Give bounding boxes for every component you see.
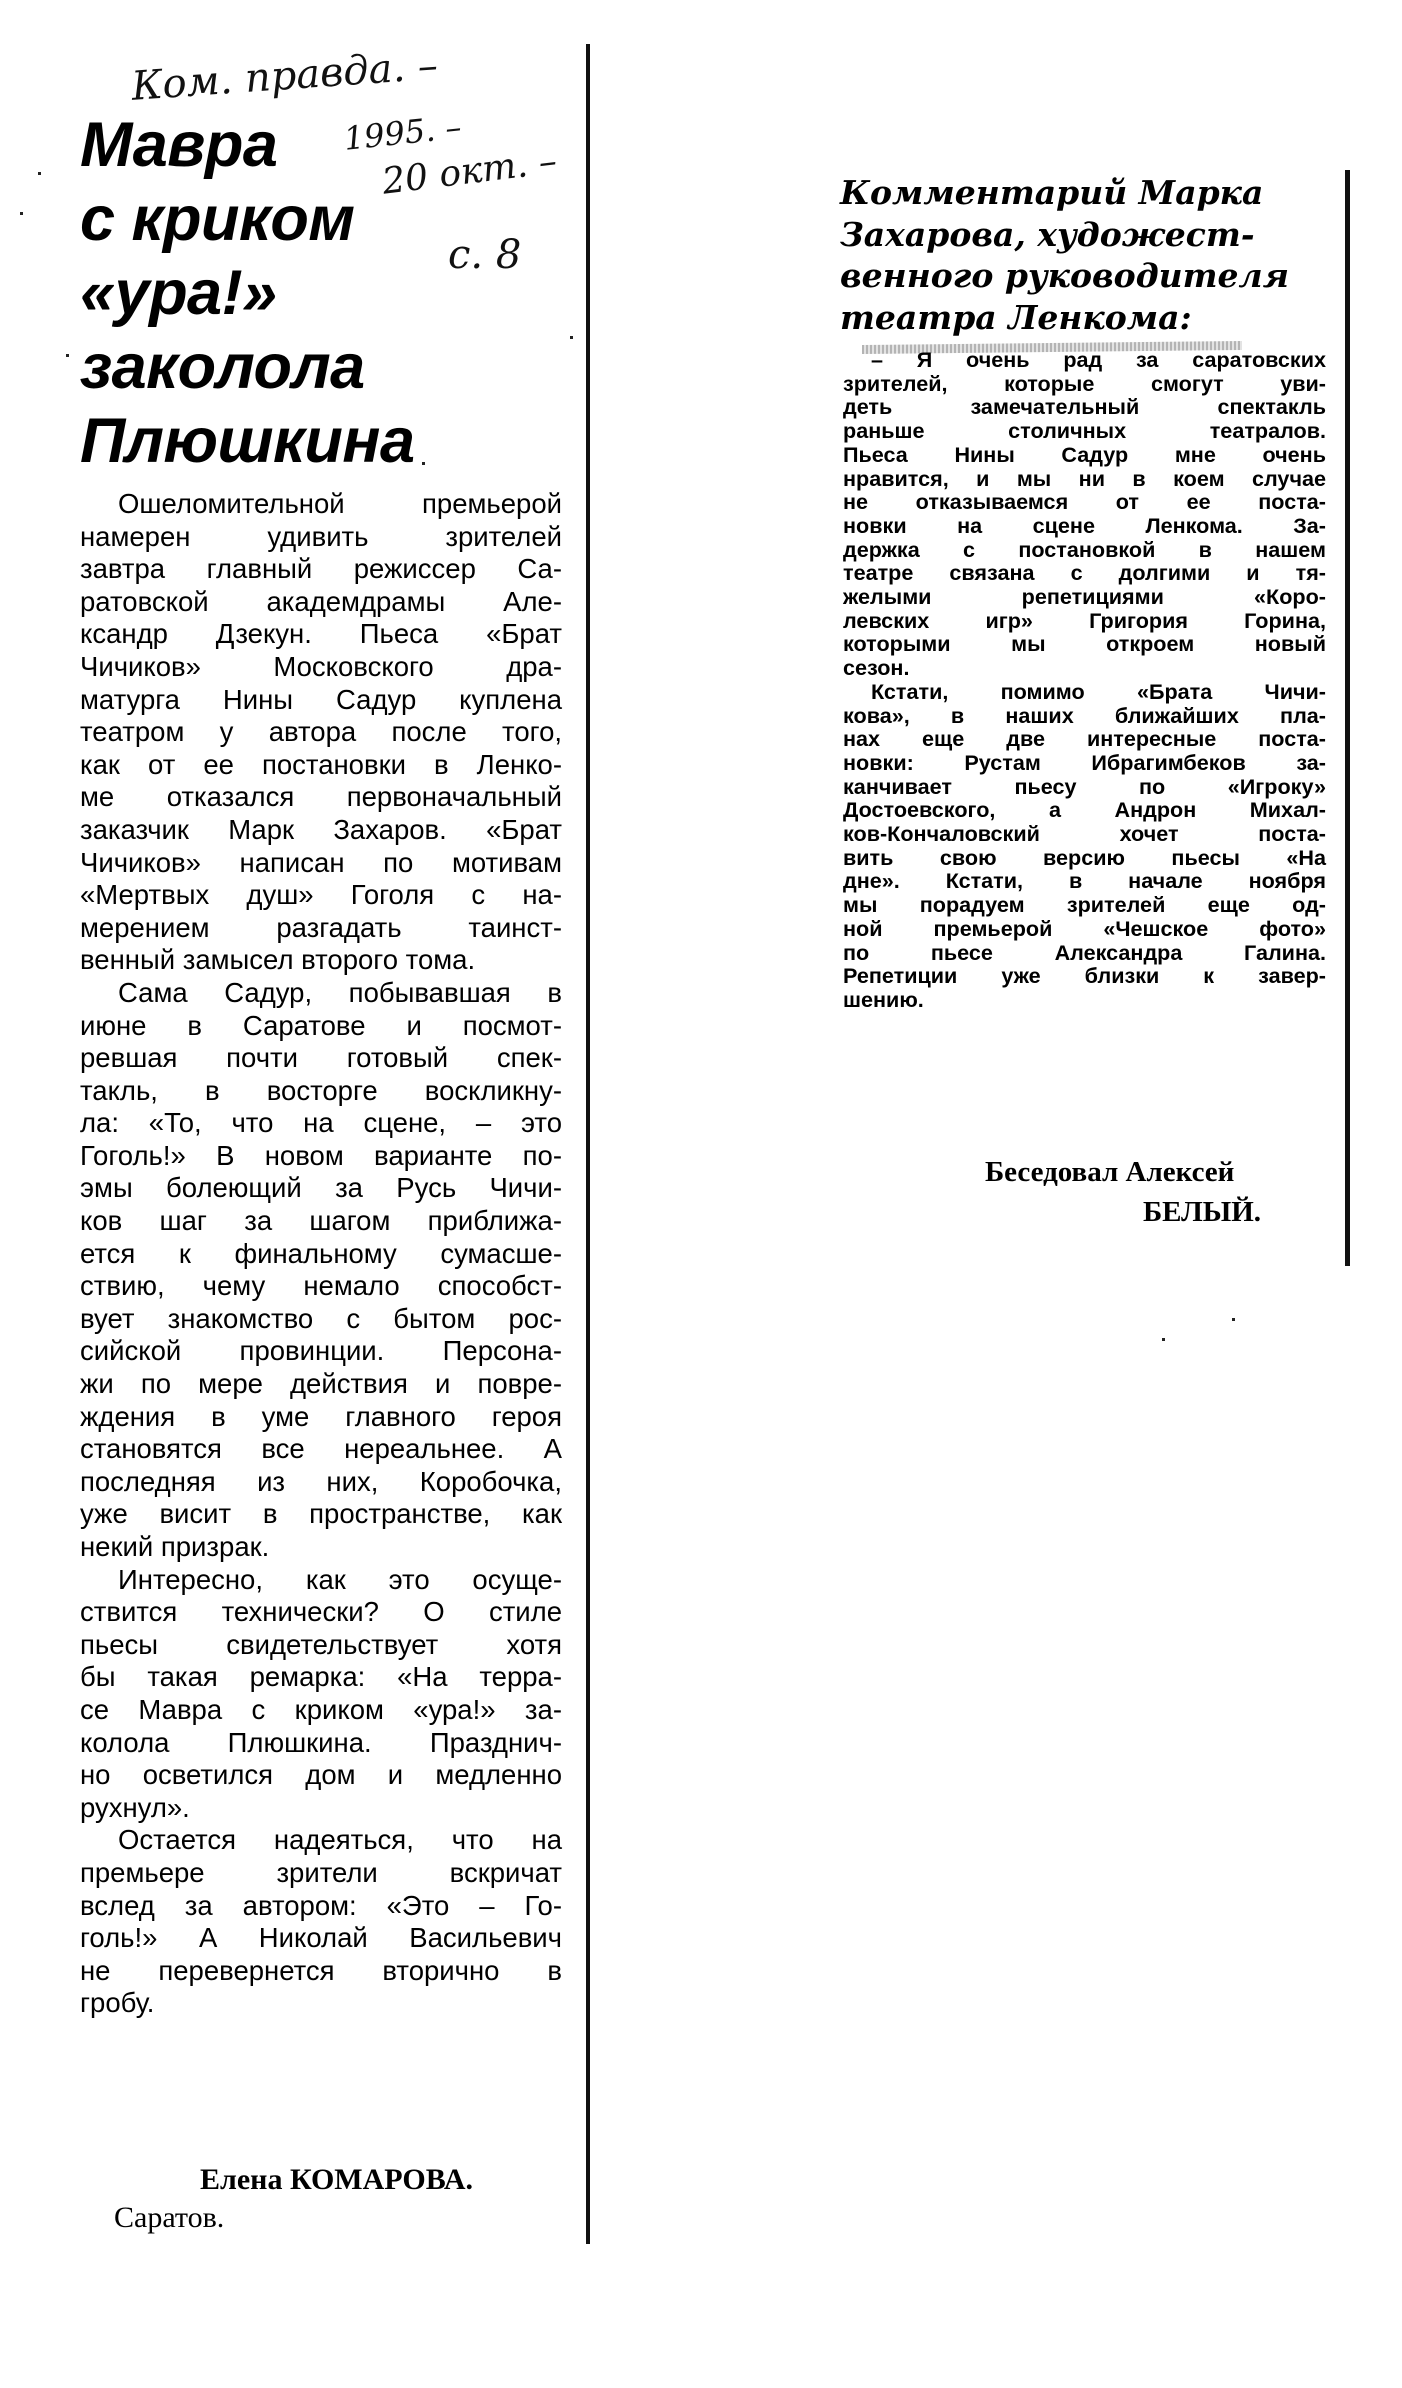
scan-speck	[38, 172, 41, 175]
comment-text-line: Репетиции уже близки к завер-	[843, 963, 1326, 989]
comment-text-line: театре связана с долгими и тя-	[843, 560, 1326, 586]
scan-speck	[1162, 1338, 1165, 1341]
article-text-line: ствится технически? О стиле	[80, 1596, 562, 1628]
article-text-line: ла: «То, что на сцене, – это	[80, 1107, 562, 1139]
article-text-line: голь!» А Николай Васильевич	[80, 1922, 562, 1954]
comment-text-line: – Я очень рад за саратовских	[871, 347, 1326, 372]
article-text-line: се Мавра с криком «ура!» за-	[80, 1693, 562, 1725]
article-text-line: ждения в уме главного героя	[80, 1400, 562, 1432]
article-text-line: эмы болеющий за Русь Чичи-	[80, 1172, 562, 1204]
scan-speck	[66, 354, 69, 357]
article-text-line: как от ее постановки в Ленко-	[80, 748, 562, 780]
article-byline: Елена КОМАРОВА.	[200, 2163, 474, 2196]
column-divider-rule	[586, 44, 590, 2244]
article-text-line: ксандр Дзекун. Пьеса «Брат	[80, 618, 562, 650]
comment-text-line: новки на сцене Ленкома. За-	[843, 512, 1326, 538]
article-text-line: Сама Садур, побывавшая в	[118, 976, 562, 1008]
comment-text-line: шению.	[843, 986, 924, 1012]
article-text-line: ратовской академдрамы Але-	[80, 585, 562, 617]
article-text-line: ется к финальному сумасше-	[80, 1237, 562, 1269]
article-text-line: такль, в восторге воскликну-	[80, 1074, 562, 1106]
article-text-line: не перевернется вторично в	[80, 1954, 562, 1986]
comment-text-line: нравится, и мы ни в коем случае	[843, 465, 1326, 491]
interviewer-surname: БЕЛЫЙ.	[1143, 1196, 1262, 1228]
comment-text-line: Кстати, помимо «Брата Чичи-	[871, 678, 1326, 704]
comment-heading-line: Захарова, художест-	[840, 214, 1255, 254]
article-text-line: колола Плюшкина. Празднич-	[80, 1726, 562, 1758]
comment-text-line: раньше столичных театралов.	[843, 418, 1326, 444]
comment-heading-line: театра Ленкома:	[840, 297, 1192, 337]
handwritten-date: 20 окт. –	[380, 140, 560, 203]
headline-line: с криком	[80, 184, 355, 254]
comment-text-line: новки: Рустам Ибрагимбеков за-	[843, 749, 1326, 775]
article-text-line: венный замысел второго тома.	[80, 944, 476, 976]
article-text-line: ствию, чему немало способст-	[80, 1270, 562, 1302]
article-text-line: Чичиков» Московского дра-	[80, 650, 562, 682]
article-dateline-place: Саратов.	[114, 2201, 225, 2234]
comment-text-line: левских игр» Григория Горина,	[843, 607, 1326, 633]
comment-text-line: желыми репетициями «Коро-	[843, 584, 1326, 610]
headline-line: Мавра	[80, 110, 278, 180]
scan-speck	[20, 212, 23, 215]
article-text-line: рухнул».	[80, 1791, 190, 1823]
comment-text-line: сезон.	[843, 655, 910, 681]
handwritten-source-note: Ком. правда. –	[130, 42, 440, 110]
article-text-line: пьесы свидетельствует хотя	[80, 1628, 562, 1660]
comment-heading-line: венного руководителя	[840, 256, 1289, 295]
comment-box-rule	[1345, 170, 1350, 1266]
comment-text-line: кова», в наших ближайших пла-	[843, 702, 1326, 728]
headline-line: Плюшкина	[80, 406, 415, 476]
comment-text-line: зрителей, которые смогут уви-	[843, 370, 1326, 396]
article-text-line: Гоголь!» В новом варианте по-	[80, 1139, 562, 1171]
article-text-line: премьере зрители вскричат	[80, 1856, 562, 1888]
comment-text-line: не отказываемся от ее поста-	[843, 489, 1326, 515]
comment-body	[843, 348, 1326, 1012]
article-text-line: матурга Нины Садур куплена	[80, 683, 562, 715]
article-text-line: Интересно, как это осуще-	[118, 1563, 562, 1595]
comment-text-line: нах еще две интересные поста-	[843, 726, 1326, 752]
handwritten-year: 1995. –	[342, 107, 464, 158]
comment-text-line: деть замечательный спектакль	[843, 394, 1326, 420]
scan-speck	[422, 462, 425, 465]
article-body	[80, 488, 562, 2020]
article-text-line: бы такая ремарка: «На терра-	[80, 1661, 562, 1693]
comment-text-line: Пьеса Нины Садур мне очень	[843, 441, 1326, 467]
comment-text-line: канчивает пьесу по «Игроку»	[843, 773, 1326, 799]
article-text-line: некий призрак.	[80, 1531, 270, 1562]
comment-text-line: дне». Кстати, в начале ноября	[843, 868, 1326, 894]
scan-speck	[1232, 1318, 1235, 1321]
headline-line: «ура!»	[80, 258, 277, 328]
article-text-line: июне в Саратове и посмот-	[80, 1009, 562, 1041]
article-text-line: мерением разгадать таинст-	[80, 911, 562, 943]
comment-text-line: держка с постановкой в нашем	[843, 536, 1326, 562]
article-text-line: ревшая почти готовый спек-	[80, 1042, 562, 1074]
handwritten-page: с. 8	[448, 232, 522, 278]
comment-text-line: мы порадуем зрителей еще од-	[843, 892, 1326, 918]
article-text-line: уже висит в пространстве, как	[80, 1498, 562, 1530]
comment-text-line: ной премьерой «Чешское фото»	[843, 915, 1326, 941]
scan-speck	[570, 336, 573, 339]
article-text-line: «Мертвых душ» Гоголя с на-	[80, 879, 562, 911]
comment-text-line: вить свою версию пьесы «На	[843, 844, 1326, 870]
article-text-line: но осветился дом и медленно	[80, 1759, 562, 1791]
article-text-line: становятся все нереальнее. А	[80, 1433, 562, 1465]
comment-text-line: по пьесе Александра Галина.	[843, 939, 1326, 965]
article-text-line: намерен удивить зрителей	[80, 520, 562, 552]
article-text-line: последняя из них, Коробочка,	[80, 1465, 562, 1497]
article-text-line: вует знакомство с бытом рос-	[80, 1302, 562, 1334]
comment-heading-line: Комментарий Марка	[840, 173, 1264, 212]
article-text-line: заказчик Марк Захаров. «Брат	[80, 813, 562, 845]
comment-text-line: ков-Кончаловский хочет поста-	[843, 821, 1326, 847]
comment-text-line: Достоевского, а Андрон Михал-	[843, 797, 1326, 823]
article-text-line: Остается надеяться, что на	[118, 1824, 562, 1856]
article-text-line: гробу.	[80, 1987, 155, 2019]
headline-line: заколола	[80, 332, 365, 402]
article-text-line: жи по мере действия и повре-	[80, 1368, 562, 1400]
article-text-line: завтра главный режиссер Са-	[80, 553, 562, 585]
article-text-line: Чичиков» написан по мотивам	[80, 846, 562, 878]
article-text-line: ме отказался первоначальный	[80, 781, 562, 813]
comment-text-line: которыми мы откроем новый	[843, 631, 1326, 657]
article-text-line: ков шаг за шагом приближа-	[80, 1205, 562, 1237]
article-headline	[80, 108, 550, 478]
article-text-line: сийской провинции. Персона-	[80, 1335, 562, 1367]
article-text-line: Ошеломительной премьерой	[118, 488, 562, 519]
interviewer-byline: Беседовал Алексей	[985, 1156, 1235, 1188]
article-text-line: вслед за автором: «Это – Го-	[80, 1889, 562, 1921]
comment-heading	[840, 172, 1310, 338]
article-text-line: театром у автора после того,	[80, 716, 562, 748]
